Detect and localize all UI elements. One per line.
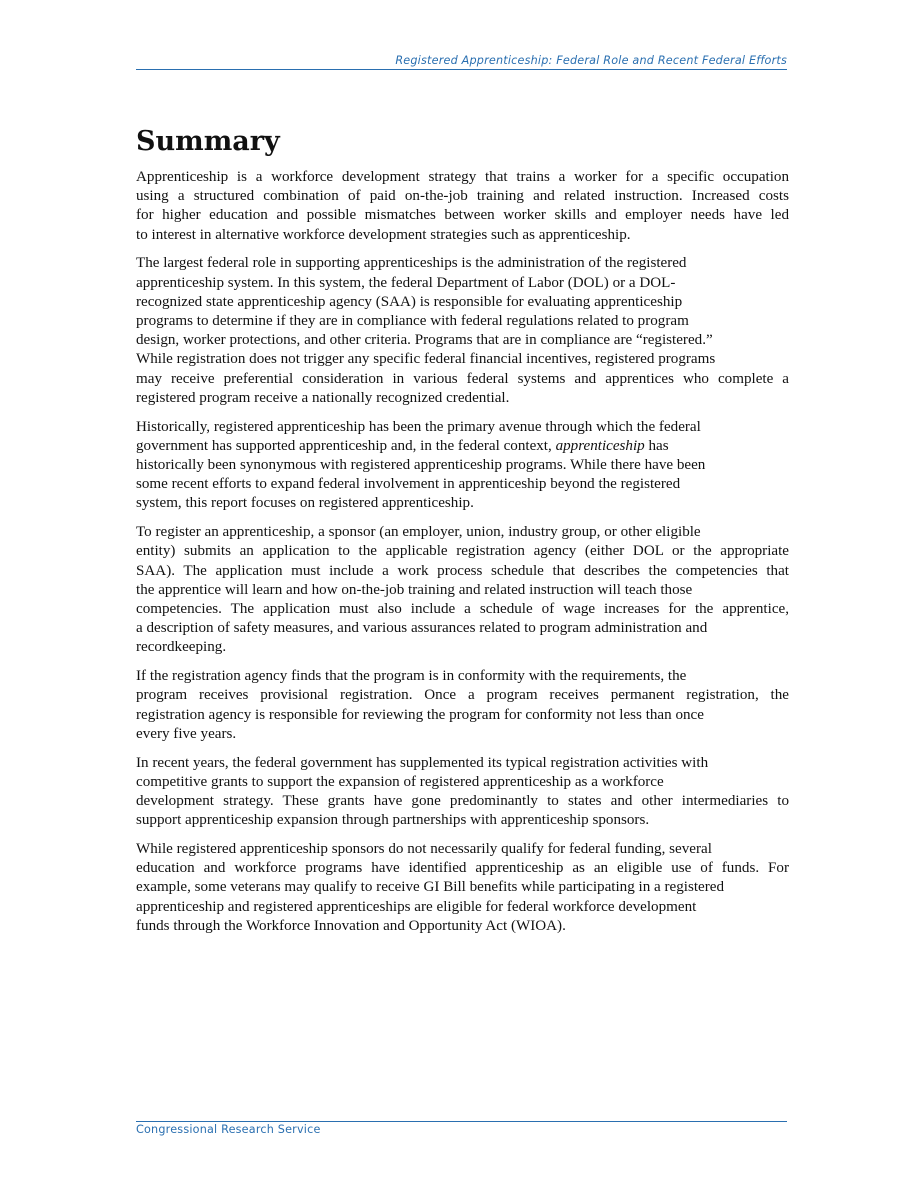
paragraph-6 (136, 754, 789, 831)
text-run: has (644, 437, 669, 454)
header-rule (136, 69, 787, 70)
text-line: apprenticeship and registered apprenticeships are eligible for federal workforce development (136, 898, 697, 915)
text-line: some recent efforts to expand federal involvement in apprenticeship beyond the registered (136, 476, 681, 493)
text-line: competencies. The application must also include a schedule of wage increases for the apprentice, (136, 601, 789, 618)
text-run: government has supported apprenticeship and, in the federal context, (136, 437, 556, 454)
running-header: Registered Apprenticeship: Federal Role and Recent Federal Efforts (395, 54, 787, 67)
paragraph-7 (136, 840, 789, 936)
text-line: competitive grants to support the expansion of registered apprenticeship as a workforce (136, 773, 664, 790)
text-line: historically been synonymous with registered apprenticeship programs. While there have been (136, 457, 706, 474)
text-line: Historically, registered apprenticeship has been the primary avenue through which the federal (136, 418, 701, 435)
text-line: While registered apprenticeship sponsors do not necessarily qualify for federal funding, several (136, 841, 712, 858)
text-line: to interest in alternative workforce development strategies such as apprenticeship. (136, 226, 631, 243)
text-line (136, 437, 789, 456)
text-line: If the registration agency finds that the program is in conformity with the requirements, the (136, 668, 687, 685)
paragraph-5 (136, 667, 789, 744)
text-line: support apprenticeship expansion through partnerships with apprenticeship sponsors. (136, 812, 650, 829)
text-line: Apprenticeship is a workforce development strategy that trains a worker for a specific occupation (136, 169, 789, 185)
text-line: the apprentice will learn and how on-the-job training and related instruction will teach those (136, 581, 693, 598)
footer-rule (136, 1121, 787, 1122)
text-line: every five years. (136, 725, 237, 742)
text-line: recognized state apprenticeship agency (SAA) is responsible for evaluating apprenticeship (136, 293, 683, 310)
paragraph-2 (136, 254, 789, 408)
text-line: education and workforce programs have identified apprenticeship as an eligible use of funds. For (136, 860, 789, 877)
text-line: system, this report focuses on registered apprenticeship. (136, 495, 474, 512)
text-line: SAA). The application must include a work process schedule that describes the competencies that (136, 562, 789, 579)
text-line: may receive preferential consideration in various federal systems and apprentices who complete a (136, 370, 789, 387)
text-line: In recent years, the federal government has supplemented its typical registration activities with (136, 754, 709, 771)
text-line: for higher education and possible mismatches between worker skills and employer needs have led (136, 207, 789, 224)
paragraph-4 (136, 523, 789, 657)
paragraph-3 (136, 418, 789, 514)
summary-body (136, 168, 789, 946)
text-line: To register an apprenticeship, a sponsor (an employer, union, industry group, or other eligible (136, 524, 701, 541)
text-line: programs to determine if they are in compliance with federal regulations related to program (136, 313, 689, 330)
text-line: using a structured combination of paid on-the-job training and related instruction. Increased costs (136, 188, 789, 205)
text-line: recordkeeping. (136, 639, 227, 656)
text-line: design, worker protections, and other criteria. Programs that are in compliance are “registered.” (136, 332, 713, 349)
text-line: apprenticeship system. In this system, the federal Department of Labor (DOL) or a DOL- (136, 274, 676, 291)
page-title: Summary (136, 126, 280, 157)
text-line: a description of safety measures, and various assurances related to program administration and (136, 620, 708, 637)
text-line: The largest federal role in supporting apprenticeships is the administration of the registered (136, 255, 687, 272)
emphasized-term: apprenticeship (555, 437, 645, 454)
footer-publisher: Congressional Research Service (136, 1123, 321, 1136)
text-line: entity) submits an application to the applicable registration agency (either DOL or the appropriate (136, 543, 789, 560)
paragraph-1 (136, 168, 789, 245)
text-line: development strategy. These grants have gone predominantly to states and other intermediaries to (136, 793, 789, 810)
text-line: While registration does not trigger any specific federal financial incentives, registered programs (136, 351, 716, 368)
text-line: registration agency is responsible for reviewing the program for conformity not less than once (136, 706, 704, 723)
text-line: example, some veterans may qualify to receive GI Bill benefits while participating in a registered (136, 879, 725, 896)
text-line: funds through the Workforce Innovation and Opportunity Act (WIOA). (136, 917, 566, 934)
text-line: registered program receive a nationally recognized credential. (136, 389, 510, 406)
text-line: program receives provisional registration. Once a program receives permanent registration, the (136, 687, 789, 704)
